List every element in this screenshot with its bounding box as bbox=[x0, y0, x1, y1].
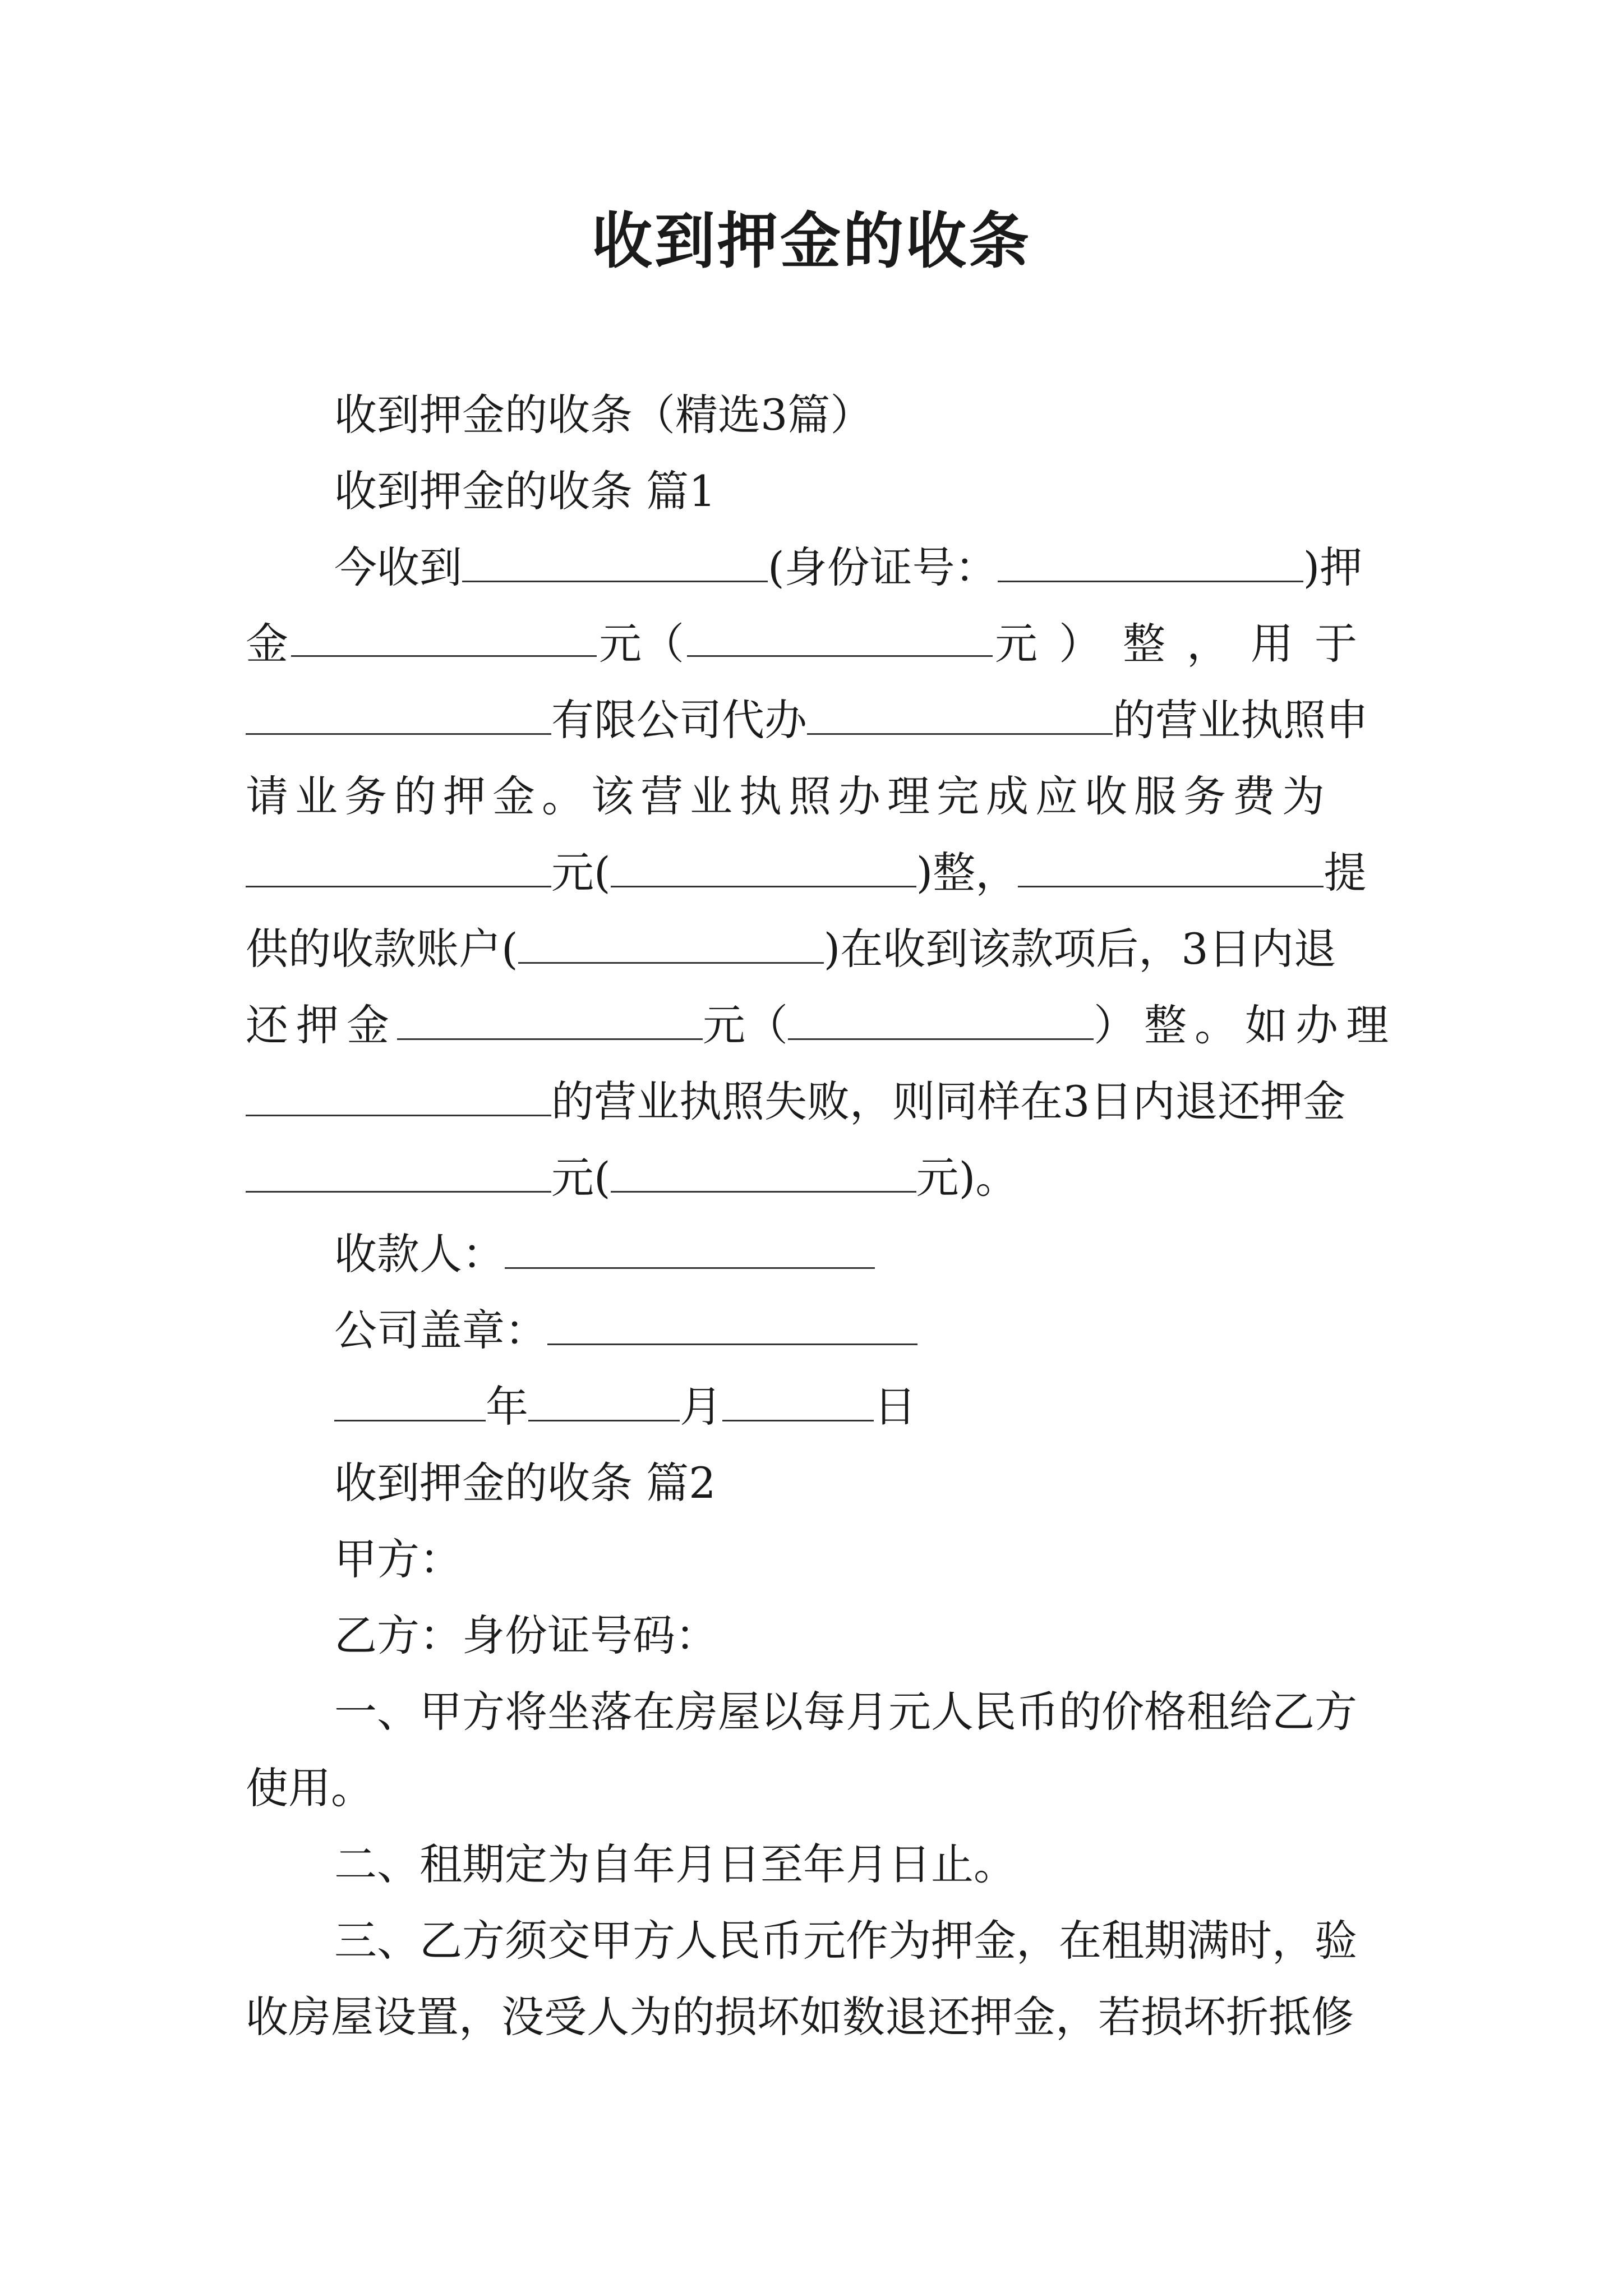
text-segment: 的营业执照失败，则同样在3日内退还押金 bbox=[551, 1076, 1346, 1126]
stamp-blank bbox=[547, 1304, 917, 1345]
blank-line bbox=[788, 999, 1094, 1040]
blank-line bbox=[462, 541, 768, 582]
stamp-label: 公司盖章： bbox=[334, 1305, 547, 1355]
blank-line bbox=[518, 923, 824, 964]
text-segment: (身份证号： bbox=[768, 542, 998, 592]
text-segment: )押 bbox=[1303, 542, 1363, 592]
party-a-line: 甲方： bbox=[334, 1534, 462, 1584]
p1-line-8 bbox=[246, 1074, 1378, 1130]
clause-3-line-2: 收房屋设置，没受人为的损坏如数退还押金，若损坏折抵修 bbox=[246, 1992, 1354, 2042]
text-segment: 元）整，用于 bbox=[995, 619, 1378, 669]
p1-line-9 bbox=[246, 1150, 1378, 1206]
text-segment: 金 bbox=[246, 619, 288, 669]
text-segment: 的营业执照申 bbox=[1113, 695, 1368, 745]
text-segment: )整， bbox=[916, 848, 1018, 898]
p1-line-2 bbox=[246, 616, 1378, 672]
stamp-line bbox=[334, 1303, 1378, 1359]
clause-1-line-1: 一、甲方将坐落在房屋以每月元人民币的价格租给乙方 bbox=[334, 1687, 1357, 1737]
text-segment: 元( bbox=[551, 848, 611, 898]
blank-line bbox=[687, 616, 993, 657]
blank-line bbox=[246, 846, 551, 887]
collection-subtitle: 收到押金的收条（精选3篇） bbox=[334, 390, 873, 440]
payee-line bbox=[334, 1226, 1378, 1282]
day-blank bbox=[722, 1381, 874, 1421]
month-blank bbox=[528, 1381, 680, 1421]
text-segment: 元（ bbox=[599, 619, 684, 669]
text-segment: 有限公司代办 bbox=[551, 695, 807, 745]
p1-line-1 bbox=[334, 540, 1378, 596]
blank-line bbox=[998, 541, 1303, 582]
year-blank bbox=[334, 1381, 486, 1421]
clause-2: 二、租期定为自年月日至年月日止。 bbox=[334, 1839, 1016, 1889]
payee-blank bbox=[505, 1228, 875, 1269]
text-segment: 元（ bbox=[703, 1000, 788, 1050]
section-1-heading: 收到押金的收条 篇1 bbox=[334, 466, 716, 516]
p1-line-3 bbox=[246, 692, 1378, 748]
payee-label: 收款人： bbox=[334, 1229, 505, 1279]
blank-line bbox=[246, 694, 551, 735]
date-line bbox=[334, 1379, 1378, 1435]
p1-line-6 bbox=[246, 921, 1378, 977]
month-label: 月 bbox=[680, 1382, 722, 1432]
blank-line bbox=[807, 694, 1113, 735]
p1-line-7 bbox=[246, 997, 1396, 1053]
text-segment: 今收到 bbox=[334, 542, 462, 592]
party-b-line: 乙方：身份证号码： bbox=[334, 1611, 718, 1660]
section-2-heading: 收到押金的收条 篇2 bbox=[334, 1458, 716, 1508]
text-segment: 供的收款账户( bbox=[246, 924, 518, 974]
p1-line-4: 请业务的押金。该营业执照办理完成应收服务费为 bbox=[246, 771, 1331, 821]
blank-line bbox=[246, 1152, 551, 1193]
day-label: 日 bbox=[874, 1382, 916, 1432]
text-segment: 元( bbox=[551, 1153, 611, 1203]
blank-line bbox=[246, 1075, 551, 1116]
blank-line bbox=[611, 1152, 916, 1193]
blank-line bbox=[1018, 846, 1324, 887]
text-segment: 元)。 bbox=[916, 1153, 1018, 1203]
blank-line bbox=[611, 846, 916, 887]
year-label: 年 bbox=[486, 1382, 528, 1432]
text-segment: 还押金 bbox=[246, 1000, 397, 1050]
clause-1-line-2: 使用。 bbox=[246, 1763, 374, 1813]
clause-3-line-1: 三、乙方须交甲方人民币元作为押金，在租期满时，验 bbox=[334, 1916, 1357, 1966]
text-segment: )在收到该款项后，3日内退 bbox=[823, 924, 1336, 974]
blank-line bbox=[291, 616, 597, 657]
text-segment: 提 bbox=[1324, 848, 1367, 898]
blank-line bbox=[397, 999, 703, 1040]
text-segment: ）整。如办理 bbox=[1094, 1000, 1396, 1050]
p1-line-5 bbox=[246, 845, 1378, 901]
document-title: 收到押金的收条 bbox=[591, 206, 1031, 277]
